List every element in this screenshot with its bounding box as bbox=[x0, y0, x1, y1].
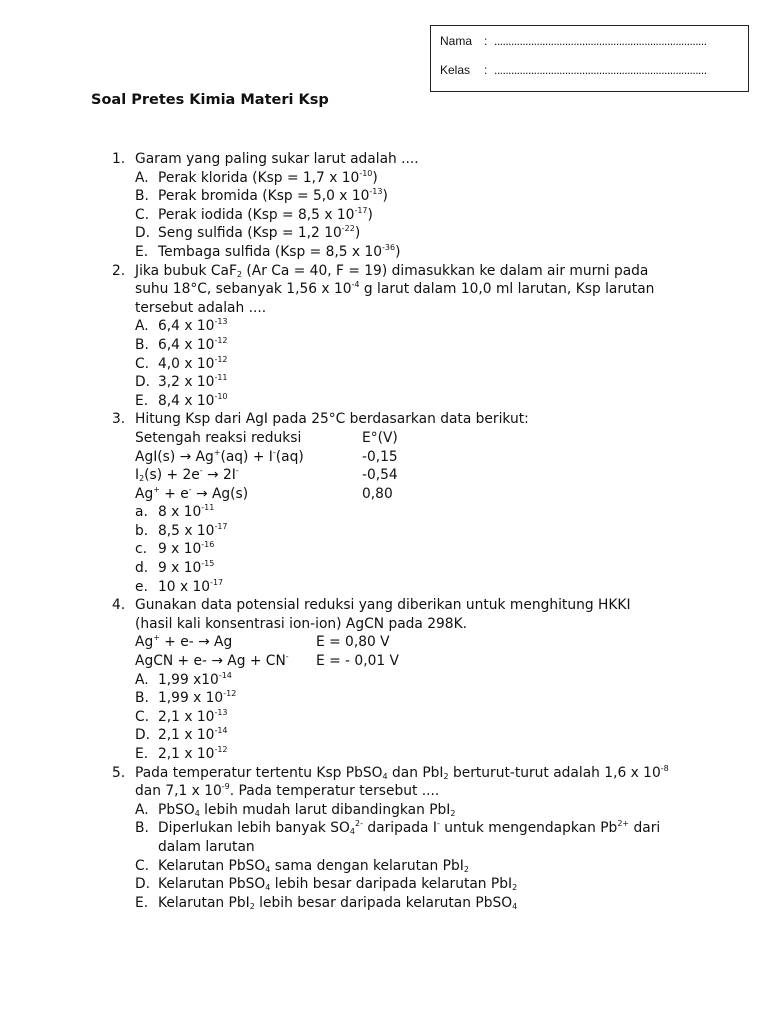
data-table-cell: E°(V) bbox=[362, 429, 398, 446]
option-letter: e. bbox=[135, 578, 148, 595]
question-item bbox=[112, 596, 672, 763]
option-text: PbSO$_4$ lebih mudah larut dibandingkan PbI$_2$ bbox=[158, 801, 456, 818]
option-letter: E. bbox=[135, 894, 149, 911]
option-letter: A. bbox=[135, 801, 149, 818]
answer-option bbox=[135, 224, 672, 243]
answer-option bbox=[135, 522, 672, 541]
option-letter: D. bbox=[135, 876, 151, 893]
student-id-box bbox=[430, 25, 749, 92]
option-letter: B. bbox=[135, 690, 149, 707]
answer-option bbox=[135, 819, 672, 856]
option-letter: E. bbox=[135, 243, 149, 260]
question-item bbox=[112, 150, 672, 262]
option-letter: A. bbox=[135, 318, 149, 335]
question-text: (hasil kali konsentrasi ion-ion) AgCN pada 298K. bbox=[135, 615, 468, 632]
data-table-cell: E = 0,80 V bbox=[316, 634, 390, 651]
data-table-cell: Ag+ + e- → Ag bbox=[135, 633, 233, 651]
answer-option bbox=[135, 875, 672, 894]
option-text: 1,99 x $10^{-12}$ bbox=[158, 689, 237, 707]
option-letter: c. bbox=[135, 541, 147, 558]
answer-option bbox=[135, 540, 672, 559]
option-text: 1,99 $x10^{-14}$ bbox=[158, 670, 232, 688]
nama-label: Nama bbox=[440, 34, 473, 48]
data-table-row bbox=[135, 448, 672, 467]
question-list bbox=[112, 150, 672, 912]
option-letter: B. bbox=[135, 820, 149, 837]
question-text: dan 7,1 x $10^{-9}$. Pada temperatur tersebut .... bbox=[135, 782, 440, 800]
kelas-label: Kelas bbox=[440, 63, 471, 77]
question-text: Garam yang paling sukar larut adalah .... bbox=[135, 151, 419, 167]
option-letter: C. bbox=[135, 857, 150, 874]
data-table-cell: 0,80 bbox=[362, 485, 393, 502]
data-table-cell: -0,54 bbox=[362, 467, 398, 484]
option-letter: C. bbox=[135, 708, 150, 725]
answer-option bbox=[135, 317, 672, 336]
answer-option bbox=[135, 801, 672, 820]
answer-option bbox=[135, 671, 672, 690]
option-text: 8,5 x $10^{-17}$ bbox=[158, 521, 228, 539]
data-table-row bbox=[135, 429, 672, 448]
option-text: Kelarutan PbSO$_4$ lebih besar daripada kelarutan PbI$_2$ bbox=[158, 876, 518, 893]
question-body bbox=[135, 764, 672, 913]
answer-option bbox=[135, 243, 672, 262]
page-title: Soal Pretes Kimia Materi Ksp bbox=[91, 92, 329, 108]
question-text: Pada temperatur tertentu Ksp PbSO$_4$ dan PbI$_2$ berturut-turut adalah 1,6 x $10^{-8}$ bbox=[135, 763, 669, 781]
answer-option bbox=[135, 578, 672, 597]
question-item bbox=[112, 410, 672, 596]
option-text: 4,0 x $10^{-12}$ bbox=[158, 354, 228, 372]
data-table-row bbox=[135, 652, 672, 671]
data-table bbox=[135, 633, 672, 670]
data-table-row bbox=[135, 633, 672, 652]
question-number: 3. bbox=[112, 411, 126, 428]
answer-option bbox=[135, 187, 672, 206]
option-text: 10 x $10^{-17}$ bbox=[158, 577, 224, 595]
option-letter: D. bbox=[135, 225, 151, 242]
answer-option bbox=[135, 392, 672, 411]
answer-option bbox=[135, 373, 672, 392]
option-text: 8 x $10^{-11}$ bbox=[158, 503, 215, 521]
question-number: 1. bbox=[112, 151, 126, 167]
kelas-fill-line: ........................................................................... bbox=[494, 63, 707, 77]
option-letter: A. bbox=[135, 671, 149, 688]
answer-option bbox=[135, 206, 672, 225]
question-text: Hitung Ksp dari AgI pada 25°C berdasarkan data berikut: bbox=[135, 411, 529, 428]
option-text: Seng sulfida (Ksp = 1,2 $10^{-22}$) bbox=[158, 224, 361, 242]
data-table-row bbox=[135, 466, 672, 485]
option-text: 2,1 x $10^{-13}$ bbox=[158, 707, 228, 725]
answer-option bbox=[135, 559, 672, 578]
data-table-cell: E = - 0,01 V bbox=[316, 653, 399, 670]
option-text: 3,2 x $10^{-11}$ bbox=[158, 373, 228, 391]
data-table-cell: -0,15 bbox=[362, 448, 398, 465]
option-letter: C. bbox=[135, 206, 150, 223]
nama-row bbox=[440, 34, 707, 48]
answer-option bbox=[135, 503, 672, 522]
answer-option bbox=[135, 336, 672, 355]
question-text: Gunakan data potensial reduksi yang diberikan untuk menghitung HKKI bbox=[135, 597, 631, 614]
question-number: 2. bbox=[112, 262, 126, 279]
option-letter: a. bbox=[135, 504, 148, 521]
data-table-cell: AgI(s) → Ag+(aq) + I-(aq) bbox=[135, 447, 304, 465]
data-table-cell: Setengah reaksi reduksi bbox=[135, 429, 302, 446]
data-table-cell: AgCN + e- → Ag + CN- bbox=[135, 652, 289, 670]
question-body bbox=[135, 596, 672, 763]
answer-option bbox=[135, 355, 672, 374]
kelas-row bbox=[440, 63, 707, 77]
option-letter: C. bbox=[135, 355, 150, 372]
answer-option bbox=[135, 169, 672, 188]
question-body bbox=[135, 262, 672, 411]
option-text: Kelarutan PbI$_2$ lebih besar daripada kelarutan PbSO$_4$ bbox=[158, 894, 518, 911]
question-text: Jika bubuk CaF$_2$ (Ar Ca = 40, F = 19) dimasukkan ke dalam air murni pada bbox=[135, 262, 649, 279]
question-number: 4. bbox=[112, 597, 126, 614]
option-text: 6,4 x $10^{-12}$ bbox=[158, 335, 228, 353]
data-table-row bbox=[135, 485, 672, 504]
option-letter: D. bbox=[135, 374, 151, 391]
option-text: 6,4 x $10^{-13}$ bbox=[158, 317, 228, 335]
answer-option bbox=[135, 708, 672, 727]
nama-fill-line: ........................................................................... bbox=[494, 34, 707, 48]
answer-option bbox=[135, 745, 672, 764]
data-table-cell: $I_2(s) + 2e^- \to 2I^-$ bbox=[135, 466, 239, 484]
question-body bbox=[135, 410, 672, 596]
question-item bbox=[112, 764, 672, 913]
option-letter: D. bbox=[135, 727, 151, 744]
option-text: 8,4 x $10^{-10}$ bbox=[158, 391, 228, 409]
option-text: 9 x $10^{-16}$ bbox=[158, 540, 215, 558]
nama-separator: : bbox=[484, 34, 488, 48]
question-text: suhu 18°C, sebanyak 1,56 x $10^{-4}$ g larut dalam 10,0 ml larutan, Ksp larutan bbox=[135, 280, 655, 298]
option-text: Kelarutan PbSO$_4$ sama dengan kelarutan PbI$_2$ bbox=[158, 857, 469, 874]
question-body bbox=[135, 150, 672, 262]
option-text: Perak iodida (Ksp = 8,5 x $10^{-17}$) bbox=[158, 205, 373, 223]
question-text: tersebut adalah .... bbox=[135, 299, 267, 316]
question-item bbox=[112, 262, 672, 411]
data-table bbox=[135, 429, 672, 503]
option-letter: B. bbox=[135, 188, 149, 205]
option-text: Perak bromida (Ksp = 5,0 x $10^{-13}$) bbox=[158, 187, 388, 205]
question-number: 5. bbox=[112, 764, 126, 781]
option-text: 2,1 x $10^{-12}$ bbox=[158, 745, 228, 762]
option-text: 9 x $10^{-15}$ bbox=[158, 559, 215, 577]
option-text: Perak klorida (Ksp = 1,7 x $10^{-10}$) bbox=[158, 168, 378, 186]
answer-option bbox=[135, 857, 672, 876]
option-text: 2,1 x $10^{-14}$ bbox=[158, 726, 228, 744]
option-text: Tembaga sulfida (Ksp = 8,5 x $10^{-36}$) bbox=[158, 242, 401, 260]
option-letter: A. bbox=[135, 169, 149, 186]
answer-option bbox=[135, 689, 672, 708]
option-letter: d. bbox=[135, 560, 149, 577]
kelas-separator: : bbox=[484, 63, 488, 77]
answer-option bbox=[135, 894, 672, 913]
data-table-cell: Ag+ + e- → Ag(s) bbox=[135, 484, 249, 502]
option-text: Diperlukan lebih banyak $SO_4^{2-}$ daripada I- untuk mengendapkan $Pb^{2+}$ dari dalam larutan bbox=[158, 819, 661, 855]
option-letter: B. bbox=[135, 336, 149, 353]
option-letter: E. bbox=[135, 392, 149, 409]
answer-option bbox=[135, 726, 672, 745]
option-letter: E. bbox=[135, 746, 149, 762]
option-letter: b. bbox=[135, 522, 149, 539]
